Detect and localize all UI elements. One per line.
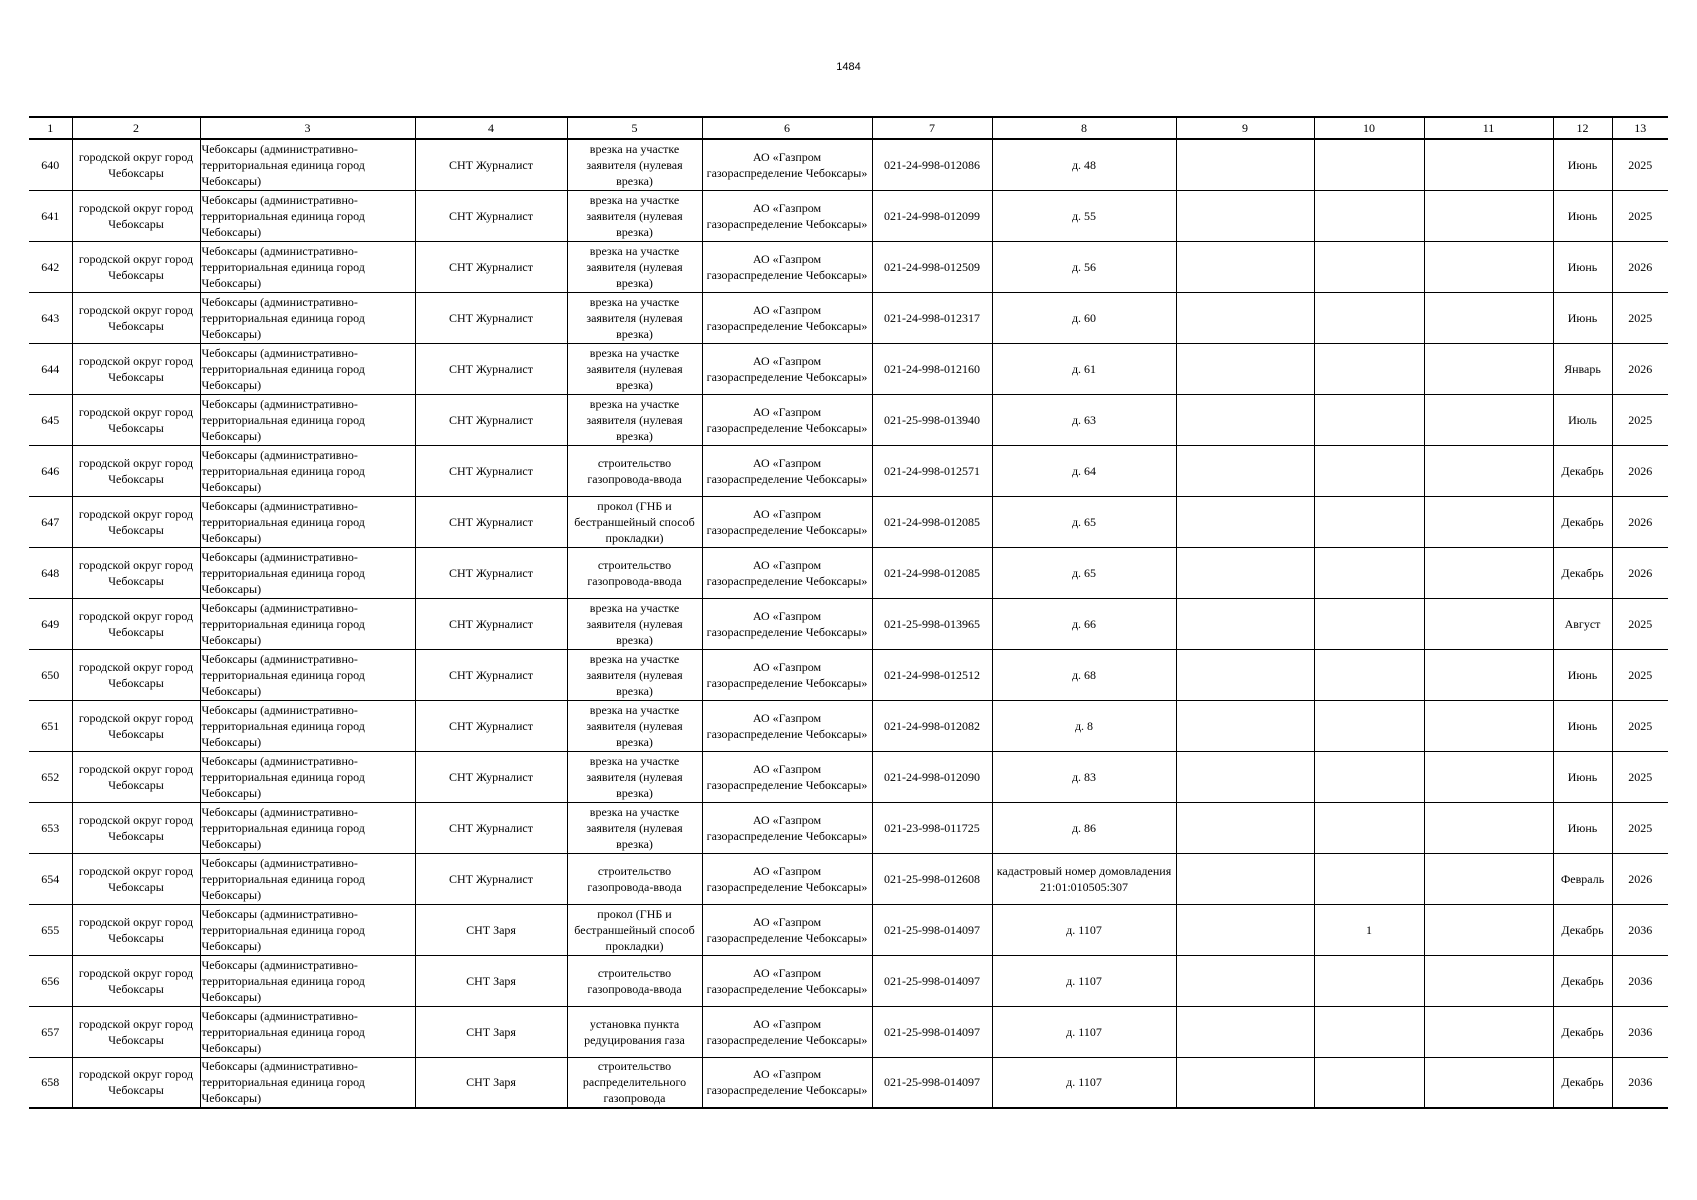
table-cell: городской округ город Чебоксары (72, 139, 200, 190)
table-cell: 021-24-998-012085 (872, 547, 992, 598)
column-header: 7 (872, 117, 992, 139)
table-cell (1314, 1006, 1424, 1057)
table-cell: АО «Газпром газораспределение Чебоксары» (702, 598, 872, 649)
table-cell: АО «Газпром газораспределение Чебоксары» (702, 802, 872, 853)
table-cell (1176, 802, 1314, 853)
table-cell: Чебоксары (административно-территориальная единица город Чебоксары) (200, 1057, 415, 1108)
table-cell (1424, 241, 1553, 292)
table-cell: СНТ Журналист (415, 496, 567, 547)
table-cell: 2025 (1612, 649, 1668, 700)
table-cell: Декабрь (1553, 955, 1612, 1006)
table-cell: Чебоксары (административно-территориальная единица город Чебоксары) (200, 241, 415, 292)
table-cell: 021-25-998-013940 (872, 394, 992, 445)
table-cell (1314, 190, 1424, 241)
table-cell: врезка на участке заявителя (нулевая врезка) (567, 343, 702, 394)
table-cell: 648 (29, 547, 72, 598)
table-cell: городской округ город Чебоксары (72, 853, 200, 904)
table-cell (1314, 751, 1424, 802)
table-cell: 2026 (1612, 241, 1668, 292)
table-cell: 649 (29, 598, 72, 649)
table-cell (1314, 853, 1424, 904)
table-cell (1314, 1057, 1424, 1108)
table-cell: городской округ город Чебоксары (72, 955, 200, 1006)
table-cell: 658 (29, 1057, 72, 1108)
table-cell: д. 56 (992, 241, 1176, 292)
table-cell: городской округ город Чебоксары (72, 241, 200, 292)
table-cell: городской округ город Чебоксары (72, 751, 200, 802)
table-cell: врезка на участке заявителя (нулевая врезка) (567, 241, 702, 292)
column-header: 9 (1176, 117, 1314, 139)
table-cell (1314, 547, 1424, 598)
table-cell: 021-24-998-012509 (872, 241, 992, 292)
table-cell: 2026 (1612, 853, 1668, 904)
table-cell: СНТ Заря (415, 955, 567, 1006)
table-cell: 643 (29, 292, 72, 343)
table-row (29, 496, 1668, 547)
table-cell: 2025 (1612, 394, 1668, 445)
table-cell: 2026 (1612, 547, 1668, 598)
table-cell: 2036 (1612, 1006, 1668, 1057)
table-cell: АО «Газпром газораспределение Чебоксары» (702, 700, 872, 751)
table-row (29, 139, 1668, 190)
table-cell: СНТ Журналист (415, 802, 567, 853)
table-cell: Январь (1553, 343, 1612, 394)
table-cell: 021-23-998-011725 (872, 802, 992, 853)
table-cell: 651 (29, 700, 72, 751)
table-cell: АО «Газпром газораспределение Чебоксары» (702, 955, 872, 1006)
column-header: 2 (72, 117, 200, 139)
table-cell: прокол (ГНБ и бестраншейный способ прокладки) (567, 904, 702, 955)
table-cell (1176, 190, 1314, 241)
table-cell: СНТ Заря (415, 1006, 567, 1057)
table-cell (1314, 955, 1424, 1006)
table-cell: городской округ город Чебоксары (72, 904, 200, 955)
table-cell (1314, 802, 1424, 853)
table-cell (1176, 139, 1314, 190)
table-row (29, 649, 1668, 700)
table-cell: 2025 (1612, 751, 1668, 802)
table-cell: 021-24-998-012086 (872, 139, 992, 190)
table-cell: СНТ Журналист (415, 649, 567, 700)
table-cell: Июль (1553, 394, 1612, 445)
column-header: 12 (1553, 117, 1612, 139)
table-cell: АО «Газпром газораспределение Чебоксары» (702, 445, 872, 496)
table-cell: городской округ город Чебоксары (72, 1057, 200, 1108)
table-row (29, 292, 1668, 343)
table-cell: д. 8 (992, 700, 1176, 751)
table-cell (1424, 1057, 1553, 1108)
table-cell: АО «Газпром газораспределение Чебоксары» (702, 649, 872, 700)
table-cell (1176, 598, 1314, 649)
table-cell: АО «Газпром газораспределение Чебоксары» (702, 394, 872, 445)
table-cell (1424, 139, 1553, 190)
table-cell (1424, 445, 1553, 496)
column-header: 8 (992, 117, 1176, 139)
table-cell: 1 (1314, 904, 1424, 955)
table-cell: д. 83 (992, 751, 1176, 802)
table-cell: Июнь (1553, 802, 1612, 853)
table-cell: Чебоксары (административно-территориальная единица город Чебоксары) (200, 292, 415, 343)
table-cell (1424, 751, 1553, 802)
table-cell: 654 (29, 853, 72, 904)
table-cell: д. 65 (992, 496, 1176, 547)
table-cell: Июнь (1553, 139, 1612, 190)
table-cell (1424, 649, 1553, 700)
table-cell (1314, 700, 1424, 751)
table-cell: Чебоксары (административно-территориальная единица город Чебоксары) (200, 394, 415, 445)
table-cell: городской округ город Чебоксары (72, 343, 200, 394)
table-cell (1176, 445, 1314, 496)
table-cell: Чебоксары (административно-территориальная единица город Чебоксары) (200, 343, 415, 394)
table-cell (1424, 1006, 1553, 1057)
table-cell: СНТ Журналист (415, 751, 567, 802)
table-cell: СНТ Журналист (415, 700, 567, 751)
table-cell: городской округ город Чебоксары (72, 394, 200, 445)
table-cell: Февраль (1553, 853, 1612, 904)
table-cell: Чебоксары (административно-территориальная единица город Чебоксары) (200, 547, 415, 598)
table-cell: 021-24-998-012085 (872, 496, 992, 547)
table-cell: Декабрь (1553, 547, 1612, 598)
table-cell: д. 1107 (992, 955, 1176, 1006)
table-cell: Чебоксары (административно-территориальная единица город Чебоксары) (200, 445, 415, 496)
table-row (29, 751, 1668, 802)
table-cell (1176, 343, 1314, 394)
table-cell (1314, 445, 1424, 496)
column-header: 13 (1612, 117, 1668, 139)
table-cell (1314, 394, 1424, 445)
table-cell: д. 68 (992, 649, 1176, 700)
table-cell: Чебоксары (административно-территориальная единица город Чебоксары) (200, 598, 415, 649)
table-cell: строительство газопровода-ввода (567, 547, 702, 598)
table-cell: кадастровый номер домовладения 21:01:010505:307 (992, 853, 1176, 904)
column-header: 3 (200, 117, 415, 139)
table-cell: АО «Газпром газораспределение Чебоксары» (702, 751, 872, 802)
table-cell: городской округ город Чебоксары (72, 802, 200, 853)
table-cell: врезка на участке заявителя (нулевая врезка) (567, 139, 702, 190)
table-cell: 2036 (1612, 955, 1668, 1006)
table-cell: 640 (29, 139, 72, 190)
table-cell: СНТ Журналист (415, 190, 567, 241)
table-cell: 655 (29, 904, 72, 955)
table-cell: Чебоксары (административно-территориальная единица город Чебоксары) (200, 802, 415, 853)
table-cell (1424, 343, 1553, 394)
table-cell: Июнь (1553, 700, 1612, 751)
table-cell: СНТ Журналист (415, 241, 567, 292)
column-header: 10 (1314, 117, 1424, 139)
table-cell: АО «Газпром газораспределение Чебоксары» (702, 1006, 872, 1057)
table-row (29, 802, 1668, 853)
table-cell: строительство распределительного газопровода (567, 1057, 702, 1108)
table-cell: 021-24-998-012512 (872, 649, 992, 700)
table-cell: врезка на участке заявителя (нулевая врезка) (567, 394, 702, 445)
table-cell: 657 (29, 1006, 72, 1057)
table-cell: 2025 (1612, 700, 1668, 751)
table-row (29, 904, 1668, 955)
table-cell: СНТ Заря (415, 1057, 567, 1108)
table-cell: 645 (29, 394, 72, 445)
table-cell: Декабрь (1553, 496, 1612, 547)
table-cell: врезка на участке заявителя (нулевая врезка) (567, 190, 702, 241)
table-cell: д. 1107 (992, 1006, 1176, 1057)
table-cell: АО «Газпром газораспределение Чебоксары» (702, 190, 872, 241)
table-cell: 021-25-998-014097 (872, 1006, 992, 1057)
table-cell: Чебоксары (административно-территориальная единица город Чебоксары) (200, 649, 415, 700)
column-header: 6 (702, 117, 872, 139)
table-cell: АО «Газпром газораспределение Чебоксары» (702, 292, 872, 343)
table-cell: городской округ город Чебоксары (72, 649, 200, 700)
table-row (29, 955, 1668, 1006)
table-cell: 2026 (1612, 343, 1668, 394)
table-cell: Декабрь (1553, 904, 1612, 955)
table-row (29, 547, 1668, 598)
table-row (29, 853, 1668, 904)
table-cell (1424, 802, 1553, 853)
table-cell: СНТ Журналист (415, 139, 567, 190)
table-cell (1176, 751, 1314, 802)
table-cell: д. 1107 (992, 1057, 1176, 1108)
table-cell: СНТ Журналист (415, 853, 567, 904)
table-cell: Чебоксары (административно-территориальная единица город Чебоксары) (200, 190, 415, 241)
table-cell: 021-25-998-014097 (872, 904, 992, 955)
table-cell: СНТ Заря (415, 904, 567, 955)
table-cell: врезка на участке заявителя (нулевая врезка) (567, 802, 702, 853)
table-cell: строительство газопровода-ввода (567, 955, 702, 1006)
table-cell: городской округ город Чебоксары (72, 598, 200, 649)
table-cell: врезка на участке заявителя (нулевая врезка) (567, 700, 702, 751)
table-cell (1424, 292, 1553, 343)
table-cell: 2025 (1612, 598, 1668, 649)
table-cell: городской округ город Чебоксары (72, 190, 200, 241)
table-row (29, 190, 1668, 241)
table-row (29, 445, 1668, 496)
table-cell (1176, 1006, 1314, 1057)
column-header: 5 (567, 117, 702, 139)
table-cell: 650 (29, 649, 72, 700)
column-header: 4 (415, 117, 567, 139)
table-cell: д. 86 (992, 802, 1176, 853)
table-cell: 646 (29, 445, 72, 496)
table-cell (1176, 394, 1314, 445)
table-cell: Чебоксары (административно-территориальная единица город Чебоксары) (200, 955, 415, 1006)
table-cell: д. 63 (992, 394, 1176, 445)
table-cell: 656 (29, 955, 72, 1006)
table-cell: 641 (29, 190, 72, 241)
table-cell: 021-25-998-014097 (872, 1057, 992, 1108)
table-cell: 2025 (1612, 292, 1668, 343)
column-header: 11 (1424, 117, 1553, 139)
table-cell (1424, 955, 1553, 1006)
table-cell: д. 60 (992, 292, 1176, 343)
table-cell: 021-24-998-012317 (872, 292, 992, 343)
table-row (29, 241, 1668, 292)
table-cell: д. 48 (992, 139, 1176, 190)
table-cell (1176, 292, 1314, 343)
table-cell: АО «Газпром газораспределение Чебоксары» (702, 853, 872, 904)
table-cell: 653 (29, 802, 72, 853)
column-header: 1 (29, 117, 72, 139)
table-cell: городской округ город Чебоксары (72, 496, 200, 547)
table-cell (1314, 496, 1424, 547)
table-cell: Декабрь (1553, 445, 1612, 496)
table-cell: врезка на участке заявителя (нулевая врезка) (567, 292, 702, 343)
table-cell: городской округ город Чебоксары (72, 445, 200, 496)
table-cell: Чебоксары (административно-территориальная единица город Чебоксары) (200, 700, 415, 751)
table-cell (1176, 241, 1314, 292)
table-cell (1176, 496, 1314, 547)
table-cell: городской округ город Чебоксары (72, 700, 200, 751)
table-cell (1424, 190, 1553, 241)
table-cell: 021-24-998-012160 (872, 343, 992, 394)
table-cell: Август (1553, 598, 1612, 649)
table-cell: АО «Газпром газораспределение Чебоксары» (702, 343, 872, 394)
table-cell: врезка на участке заявителя (нулевая врезка) (567, 751, 702, 802)
table-cell: д. 64 (992, 445, 1176, 496)
table-row (29, 343, 1668, 394)
table-cell: Июнь (1553, 649, 1612, 700)
table-cell: Чебоксары (административно-территориальная единица город Чебоксары) (200, 853, 415, 904)
table-cell: 2036 (1612, 904, 1668, 955)
table-cell (1314, 241, 1424, 292)
table-cell: АО «Газпром газораспределение Чебоксары» (702, 904, 872, 955)
table-cell: АО «Газпром газораспределение Чебоксары» (702, 139, 872, 190)
table-cell: АО «Газпром газораспределение Чебоксары» (702, 547, 872, 598)
table-cell (1424, 496, 1553, 547)
table-cell: 2036 (1612, 1057, 1668, 1108)
table-cell: Чебоксары (административно-территориальная единица город Чебоксары) (200, 139, 415, 190)
table-cell: АО «Газпром газораспределение Чебоксары» (702, 241, 872, 292)
table-cell (1176, 904, 1314, 955)
table-cell (1314, 598, 1424, 649)
table-cell: Декабрь (1553, 1006, 1612, 1057)
table-cell (1314, 292, 1424, 343)
table-cell: 2026 (1612, 496, 1668, 547)
table-row (29, 598, 1668, 649)
table-cell: строительство газопровода-ввода (567, 853, 702, 904)
table-cell: Июнь (1553, 241, 1612, 292)
table-cell: строительство газопровода-ввода (567, 445, 702, 496)
table-cell: Декабрь (1553, 1057, 1612, 1108)
table-row (29, 1057, 1668, 1108)
table-cell: 647 (29, 496, 72, 547)
table-cell: городской округ город Чебоксары (72, 547, 200, 598)
table-cell: городской округ город Чебоксары (72, 1006, 200, 1057)
table-cell: 021-25-998-014097 (872, 955, 992, 1006)
table-cell: Июнь (1553, 751, 1612, 802)
table-cell: 2026 (1612, 445, 1668, 496)
table-cell: д. 65 (992, 547, 1176, 598)
table-cell (1176, 700, 1314, 751)
table-cell: 644 (29, 343, 72, 394)
table-cell: СНТ Журналист (415, 343, 567, 394)
table-row (29, 1006, 1668, 1057)
table-cell: врезка на участке заявителя (нулевая врезка) (567, 649, 702, 700)
table-cell: Чебоксары (административно-территориальная единица город Чебоксары) (200, 751, 415, 802)
table-cell: Чебоксары (административно-территориальная единица город Чебоксары) (200, 904, 415, 955)
table-row (29, 700, 1668, 751)
table-cell: СНТ Журналист (415, 445, 567, 496)
table-cell: Июнь (1553, 190, 1612, 241)
table-cell (1424, 394, 1553, 445)
table-cell: Июнь (1553, 292, 1612, 343)
table-cell (1314, 139, 1424, 190)
table-cell: 2025 (1612, 190, 1668, 241)
table-body (29, 139, 1668, 1108)
table-cell (1176, 955, 1314, 1006)
table-row (29, 394, 1668, 445)
table-cell: 021-24-998-012099 (872, 190, 992, 241)
table-cell: 021-25-998-012608 (872, 853, 992, 904)
table-cell: 021-25-998-013965 (872, 598, 992, 649)
table-cell: СНТ Журналист (415, 547, 567, 598)
table-cell: АО «Газпром газораспределение Чебоксары» (702, 1057, 872, 1108)
table-cell: прокол (ГНБ и бестраншейный способ прокладки) (567, 496, 702, 547)
table-cell (1424, 598, 1553, 649)
table-cell (1424, 547, 1553, 598)
table-cell: АО «Газпром газораспределение Чебоксары» (702, 496, 872, 547)
table-cell: 021-24-998-012571 (872, 445, 992, 496)
table-cell (1176, 649, 1314, 700)
table-cell: Чебоксары (административно-территориальная единица город Чебоксары) (200, 1006, 415, 1057)
table-cell: 2025 (1612, 802, 1668, 853)
table-cell: СНТ Журналист (415, 598, 567, 649)
table-cell: городской округ город Чебоксары (72, 292, 200, 343)
table-cell: д. 55 (992, 190, 1176, 241)
table-cell: 2025 (1612, 139, 1668, 190)
table-cell: врезка на участке заявителя (нулевая врезка) (567, 598, 702, 649)
table-cell: д. 1107 (992, 904, 1176, 955)
table-cell: 021-24-998-012082 (872, 700, 992, 751)
table-cell (1314, 649, 1424, 700)
table-cell: 642 (29, 241, 72, 292)
table-cell: д. 61 (992, 343, 1176, 394)
table-cell: 652 (29, 751, 72, 802)
table-cell: 021-24-998-012090 (872, 751, 992, 802)
table-header-row (29, 117, 1668, 139)
page-number: 1484 (836, 61, 861, 73)
table-cell (1314, 343, 1424, 394)
table-cell (1176, 547, 1314, 598)
table-cell: д. 66 (992, 598, 1176, 649)
table-cell: СНТ Журналист (415, 292, 567, 343)
table-cell: Чебоксары (административно-территориальная единица город Чебоксары) (200, 496, 415, 547)
table-cell (1424, 853, 1553, 904)
table-cell (1176, 853, 1314, 904)
table-cell (1424, 700, 1553, 751)
table-cell (1176, 1057, 1314, 1108)
table-cell (1424, 904, 1553, 955)
table-cell: СНТ Журналист (415, 394, 567, 445)
data-table (29, 116, 1668, 1109)
table-cell: установка пункта редуцирования газа (567, 1006, 702, 1057)
